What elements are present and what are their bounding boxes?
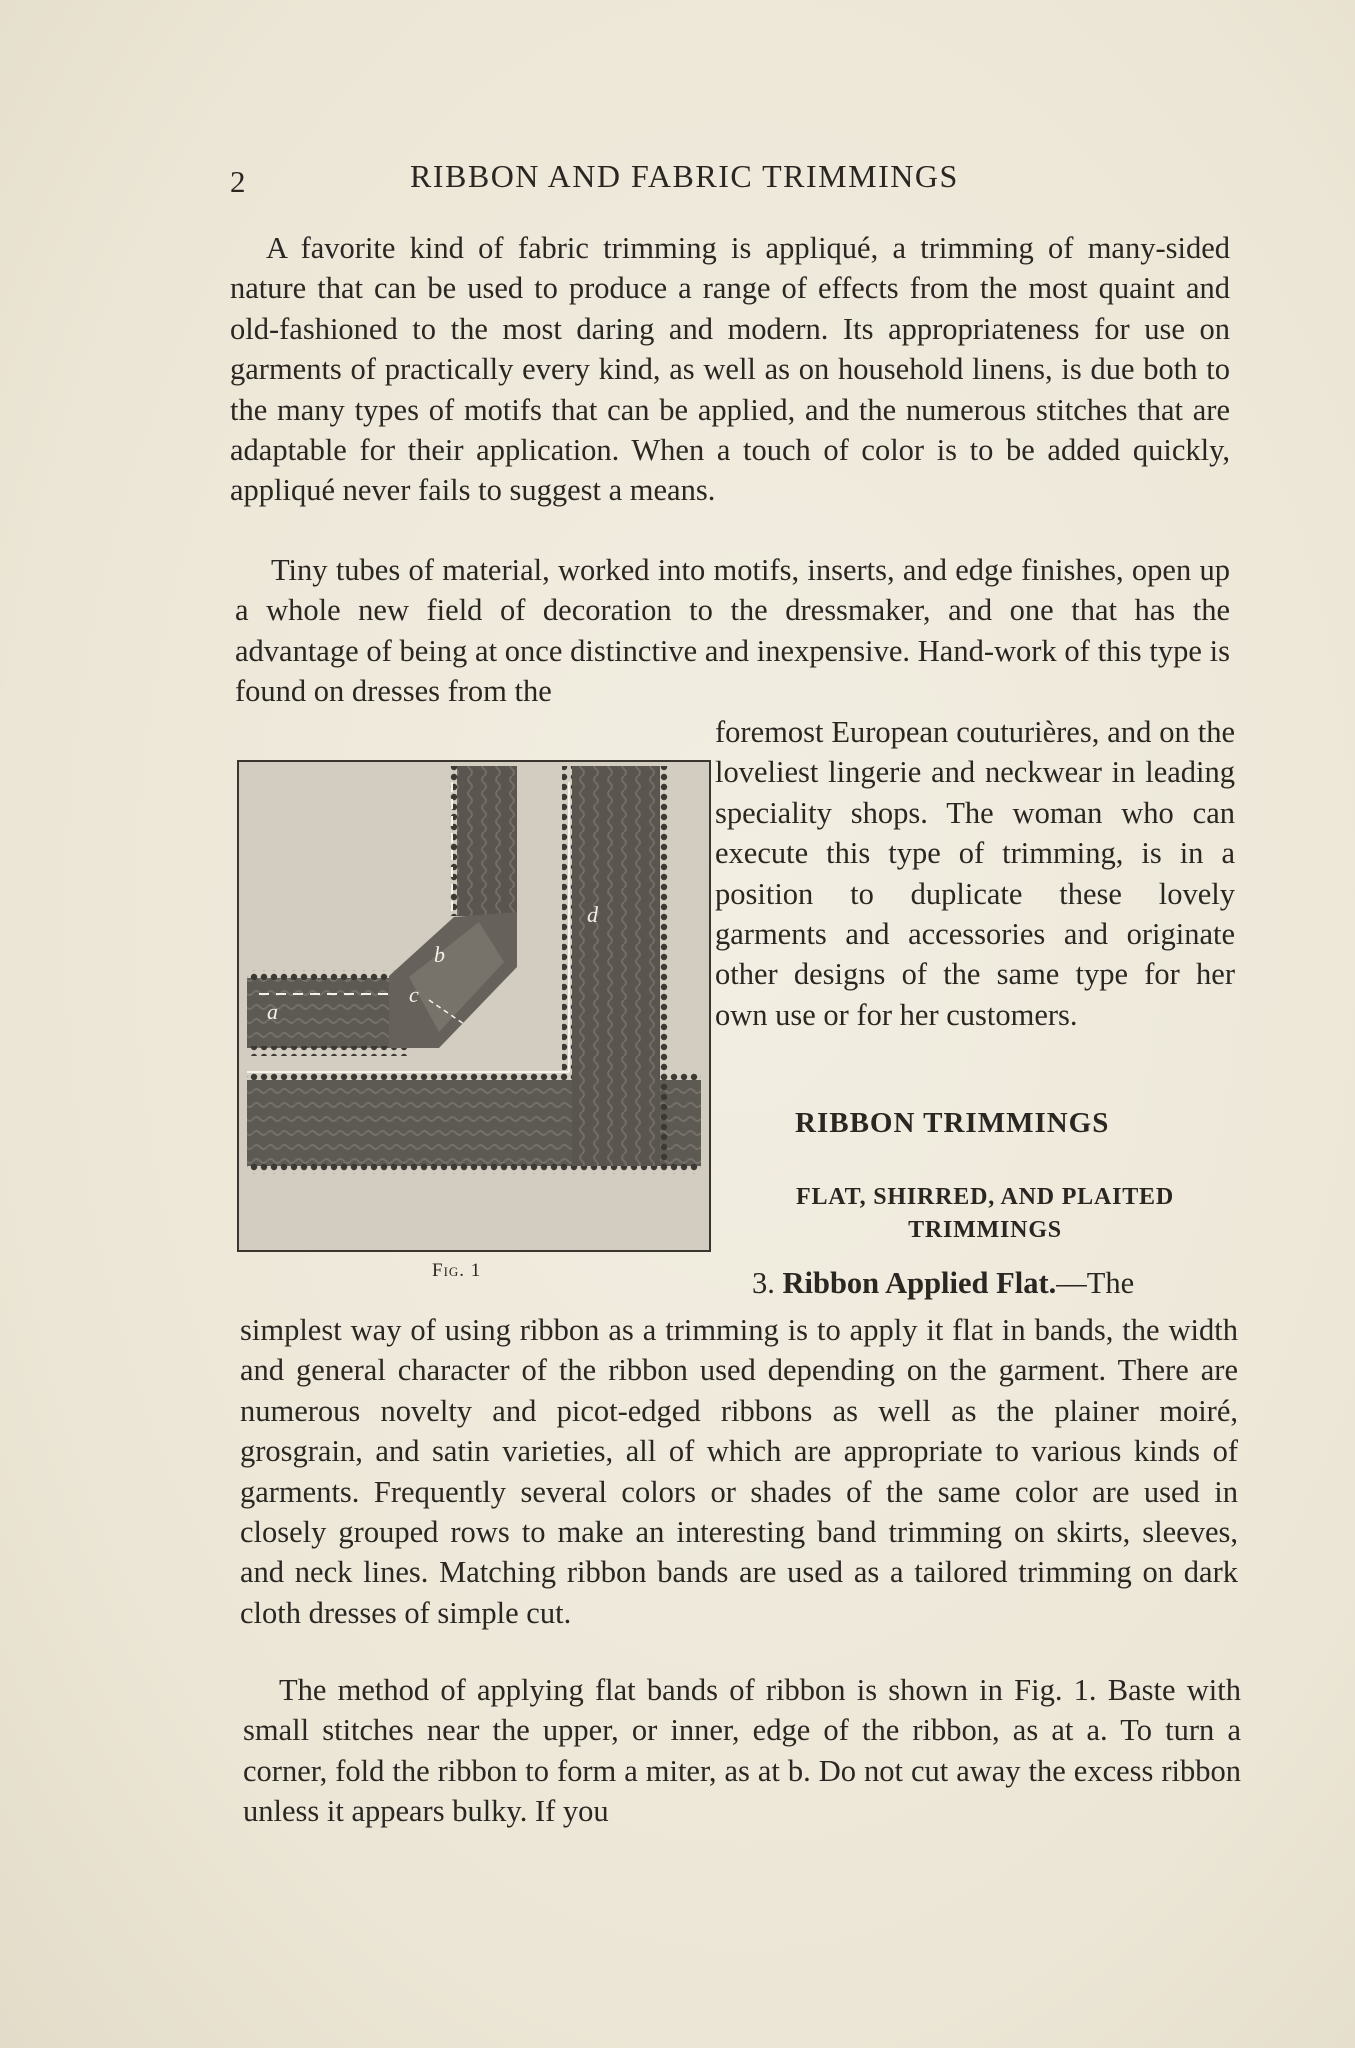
figure-label-a: a (267, 999, 278, 1024)
figure-1-illustration (237, 760, 711, 1252)
section-number: 3. (752, 1266, 775, 1300)
running-head (225, 150, 1235, 200)
paragraph-tubes-text: Tiny tubes of material, worked into motifs, inserts, and edge finishes, open up a whole new field of decoration to the dressmaker, and one that has the advantage of being at once distinctive and inexpensive. Hand-work of this type is found on dresses from the (235, 553, 1230, 709)
section-title: Ribbon Applied Flat. (782, 1266, 1057, 1300)
figure-label-c: c (409, 982, 419, 1007)
subsection-heading: FLAT, SHIRRED, AND PLAITED TRIMMINGS (796, 1184, 1174, 1243)
page-number: 2 (230, 164, 246, 199)
paragraph-applique-text: A favorite kind of fabric trimming is appliqué, a trimming of many-sided nature that can be used to produce a range of effects from the most quaint and old-fashioned to the most daring and modern. Its appropriateness for use on garments of practically every kind, as well as on household linens, is due both to the many types of motifs that can be applied, and the numerous stitches that are adaptable for their application. When a touch of color is to be added quickly, appliqué never fails to suggest a means. (230, 231, 1230, 508)
paragraph-tubes (235, 550, 1230, 712)
figure-label-b: b (434, 942, 445, 967)
section-heading: RIBBON TRIMMINGS (795, 1107, 1110, 1139)
section-lead-text: —The (1056, 1266, 1135, 1300)
paragraph-tubes-continued: foremost European couturières, and on the loveliest lingerie and neckwear in leading speciality shops. The woman who can execute this type of trimming, is in a position to duplicate these lovely garments and accessories and originate other designs of the same type for her own use or for her customers. (715, 715, 1235, 1032)
figure-label-d: d (587, 902, 598, 927)
paragraph-method (243, 1670, 1241, 1832)
paragraph-ribbon-flat: simplest way of using ribbon as a trimming is to apply it flat in bands, the width and general character of the ribbon used depending on the garment. There are numerous novelty and picot-edged ribbons as well as the plainer moiré, grosgrain, and satin varieties, all of which are appropriate to various kinds of garments. Frequently several colors or shades of the same color are used in closely grouped rows to make an interesting band trimming on skirts, sleeves, and neck lines. Matching ribbon bands are used as a tailored trimming on dark cloth dresses of simple cut. (240, 1313, 1238, 1630)
figure-caption: Fig. 1 (432, 1260, 482, 1281)
paragraph-method-text: The method of applying flat bands of ribbon is shown in Fig. 1. Baste with small stitches near the upper, or inner, edge of the ribbon, as at a. To turn a corner, fold the ribbon to form a miter, as at b. Do not cut away the excess ribbon unless it appears bulky. If you (243, 1673, 1241, 1829)
running-title: RIBBON AND FABRIC TRIMMINGS (410, 158, 959, 194)
paragraph-applique (230, 228, 1230, 511)
section-lead (752, 1266, 1134, 1301)
